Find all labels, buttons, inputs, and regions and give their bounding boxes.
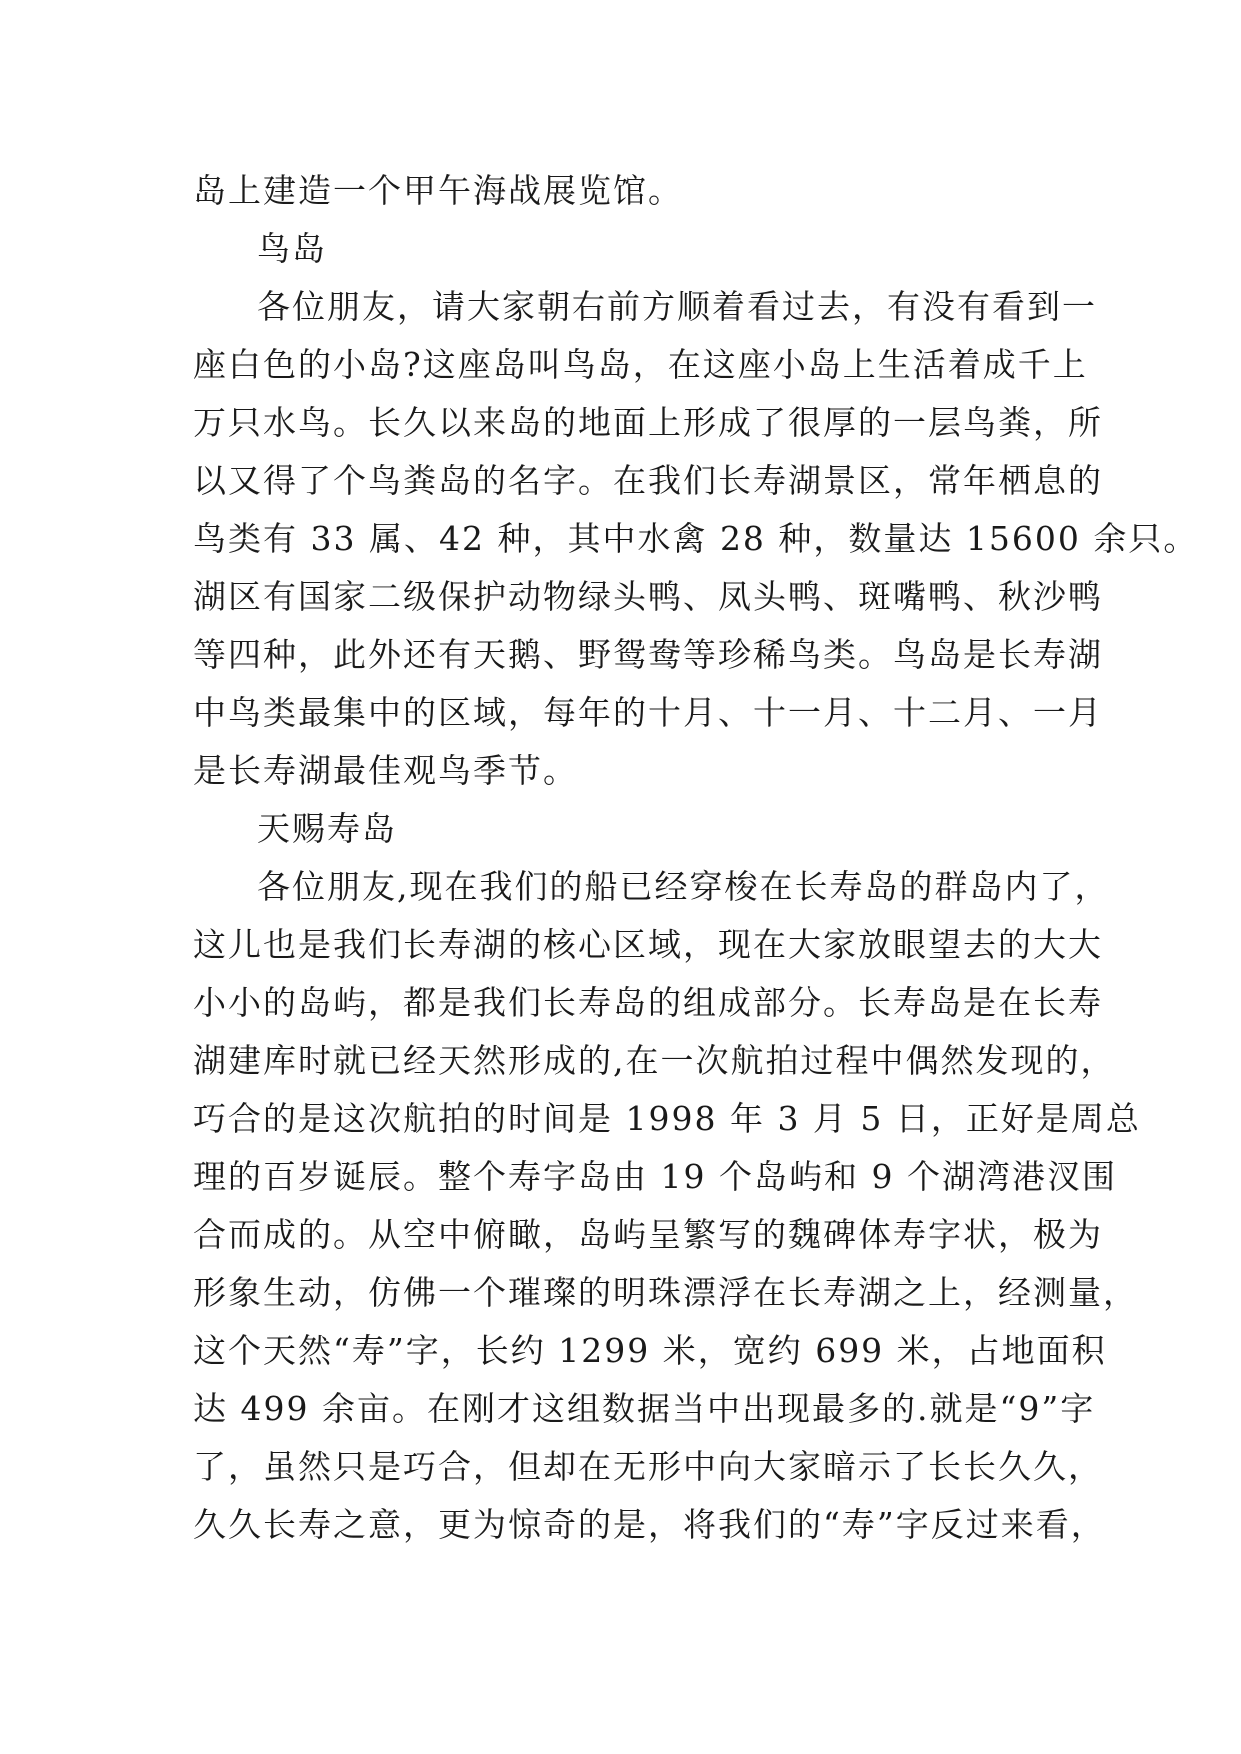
text-line: 达 499 余亩。在刚才这组数据当中出现最多的.就是“9”字 [193,1389,1096,1428]
text-line: 湖建库时就已经天然形成的,在一次航拍过程中偶然发现的， [193,1041,1116,1080]
text-line: 是长寿湖最佳观鸟季节。 [193,751,578,790]
section-heading-bird-island: 鸟岛 [257,229,327,268]
text-line: 形象生动，仿佛一个璀璨的明珠漂浮在长寿湖之上，经测量， [193,1273,1138,1312]
text-line: 了，虽然只是巧合，但却在无形中向大家暗示了长长久久， [193,1447,1103,1486]
text-line: 等四种，此外还有天鹅、野鸳鸯等珍稀鸟类。鸟岛是长寿湖 [193,635,1103,674]
text-line: 以又得了个鸟粪岛的名字。在我们长寿湖景区，常年栖息的 [193,461,1103,500]
text-line: 这个天然“寿”字，长约 1299 米，宽约 699 米，占地面积 [193,1331,1107,1370]
text-line: 各位朋友，请大家朝右前方顺着看过去，有没有看到一 [257,287,1097,326]
text-line: 合而成的。从空中俯瞰，岛屿呈繁写的魏碑体寿字状，极为 [193,1215,1103,1254]
text-line: 这儿也是我们长寿湖的核心区域，现在大家放眼望去的大大 [193,925,1103,964]
text-line: 久久长寿之意，更为惊奇的是，将我们的“寿”字反过来看， [193,1505,1106,1544]
text-line: 巧合的是这次航拍的时间是 1998 年 3 月 5 日，正好是周总 [193,1099,1141,1138]
text-line: 座白色的小岛?这座岛叫鸟岛，在这座小岛上生活着成千上 [193,345,1088,384]
text-line: 岛上建造一个甲午海战展览馆。 [193,171,683,210]
text-line: 鸟类有 33 属、42 种，其中水禽 28 种，数量达 15600 余只。 [193,519,1199,558]
text-line: 各位朋友,现在我们的船已经穿梭在长寿岛的群岛内了， [257,867,1110,906]
text-line: 湖区有国家二级保护动物绿头鸭、凤头鸭、斑嘴鸭、秋沙鸭 [193,577,1103,616]
document-body [193,162,1199,1554]
section-heading-longevity-island: 天赐寿岛 [257,809,397,848]
text-line: 理的百岁诞辰。整个寿字岛由 19 个岛屿和 9 个湖湾港汊围 [193,1157,1117,1196]
text-line: 中鸟类最集中的区域，每年的十月、十一月、十二月、一月 [193,693,1103,732]
text-line: 小小的岛屿，都是我们长寿岛的组成部分。长寿岛是在长寿 [193,983,1103,1022]
text-line: 万只水鸟。长久以来岛的地面上形成了很厚的一层鸟粪，所 [193,403,1103,442]
